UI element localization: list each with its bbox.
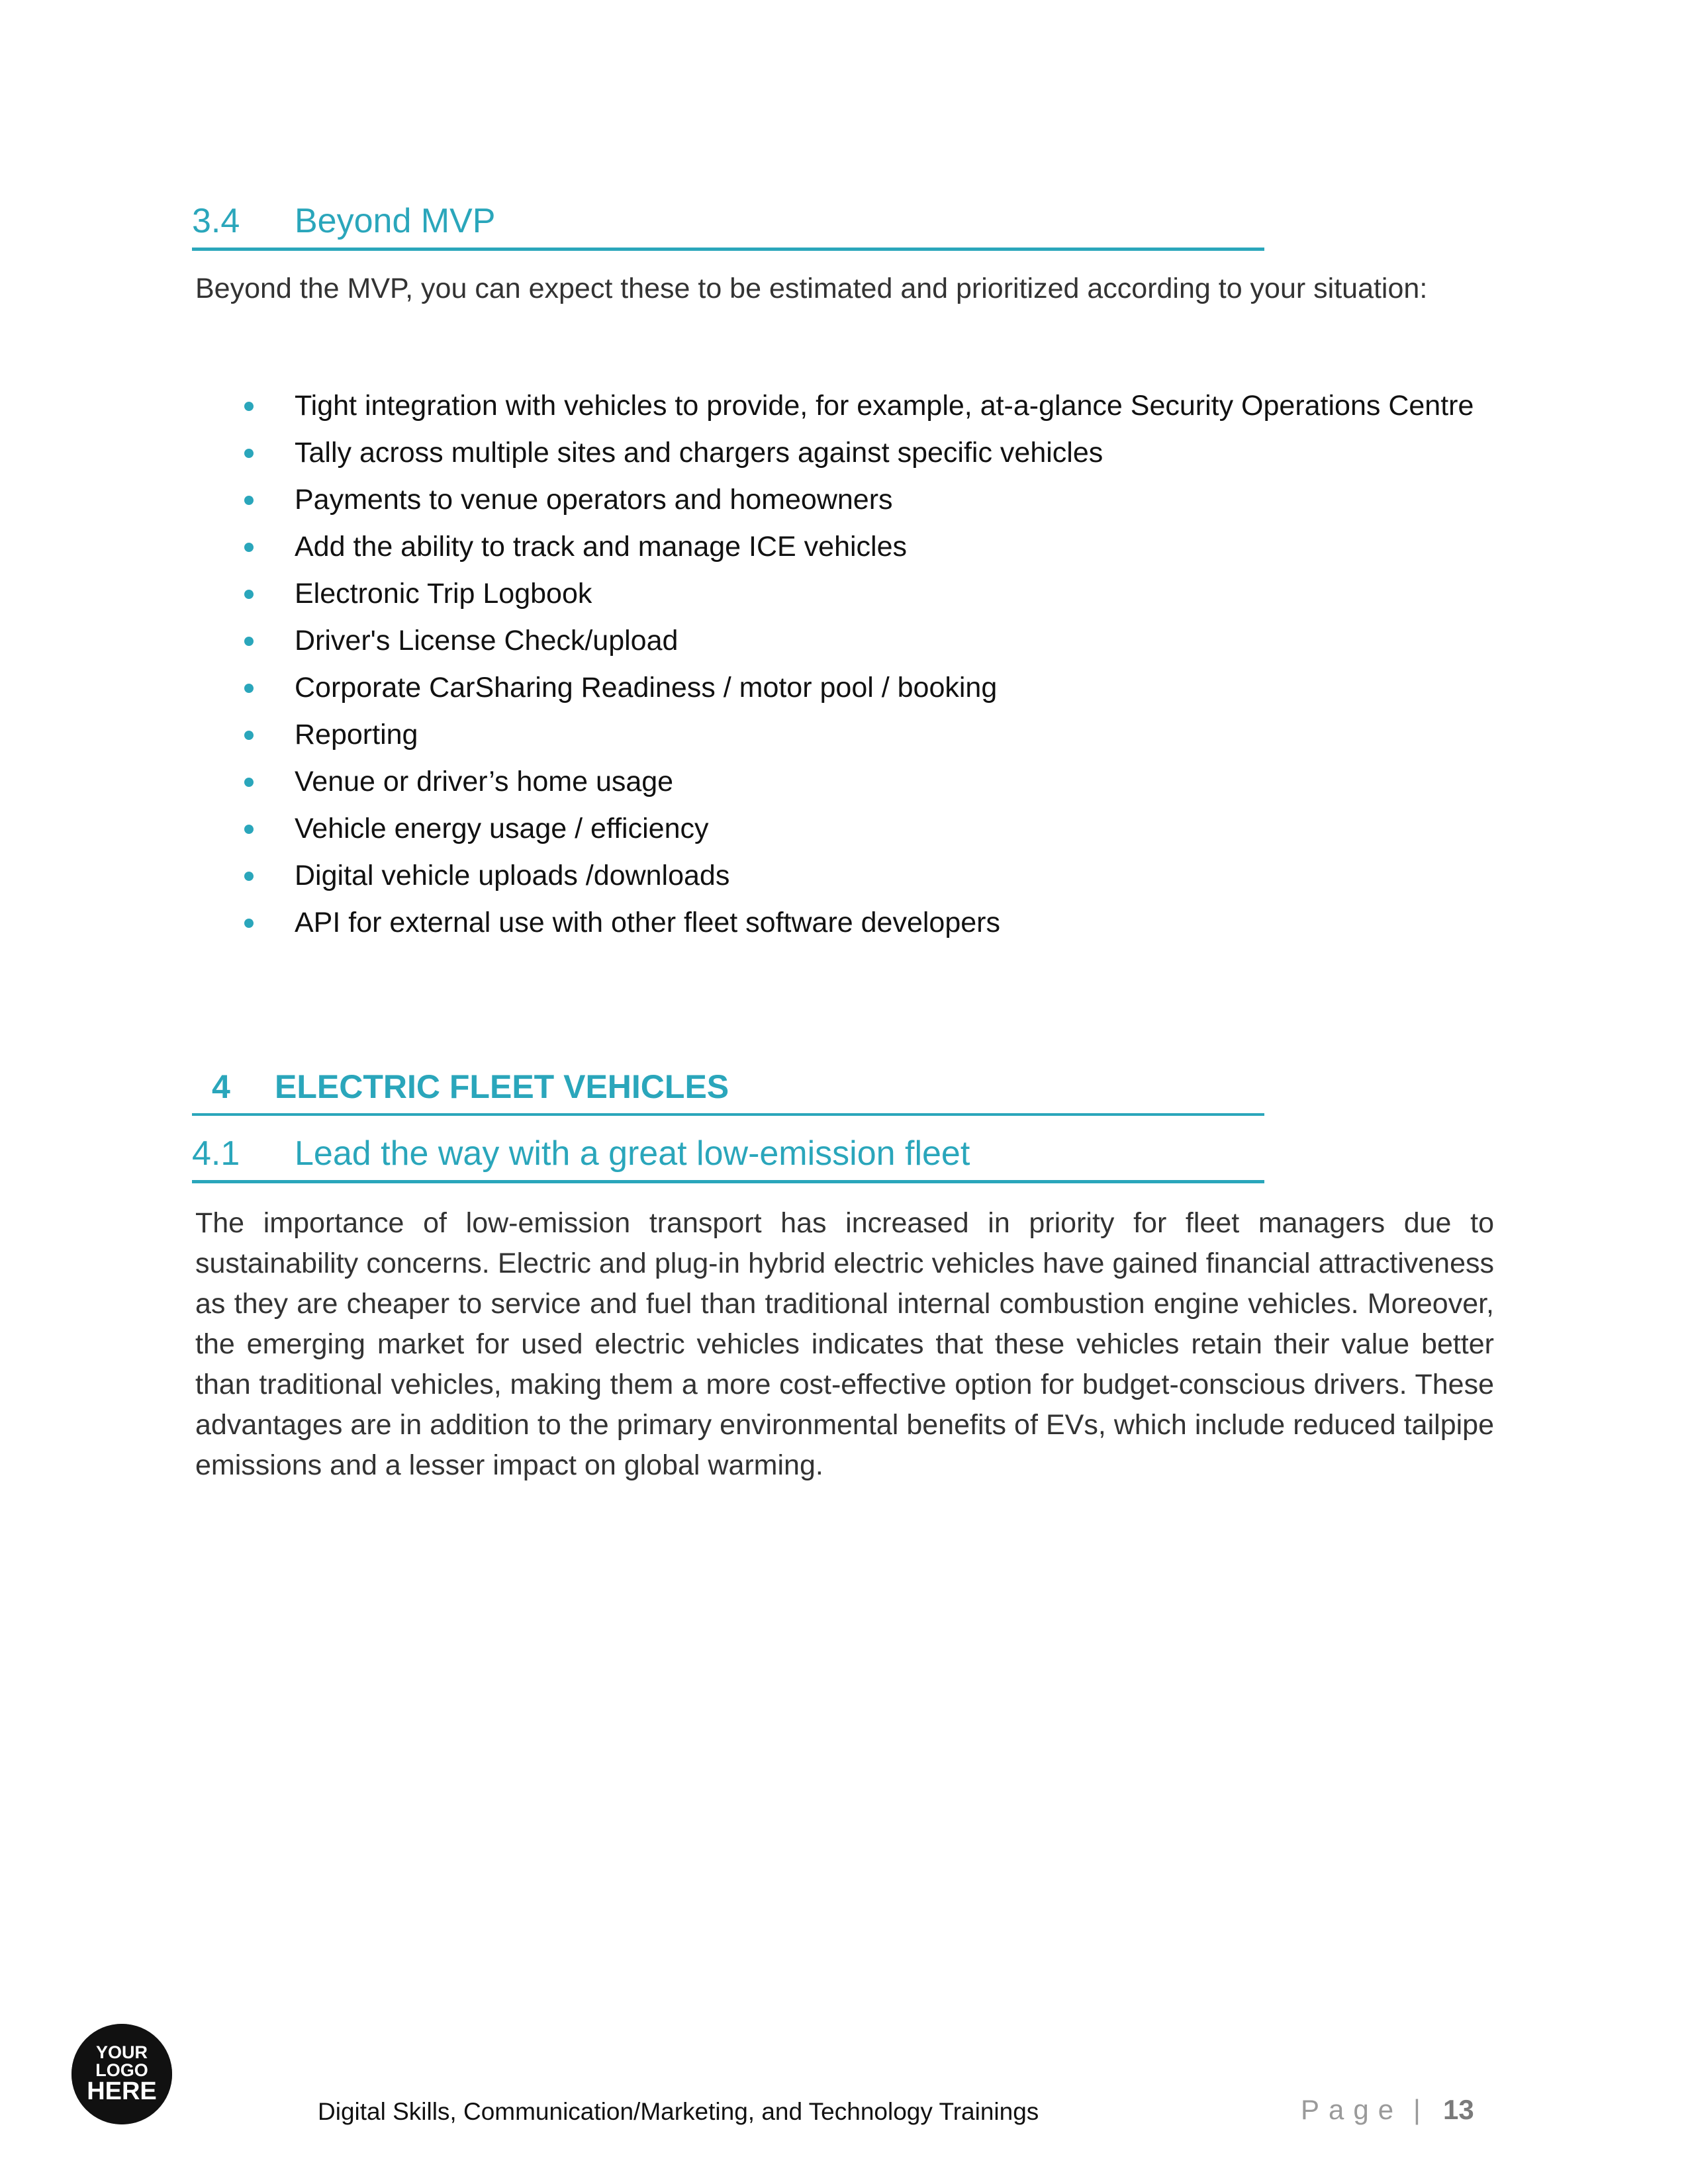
list-item — [195, 387, 1494, 425]
section-number: 4.1 — [192, 1134, 240, 1173]
logo-line-1: YOUR — [95, 2042, 148, 2062]
list-item-text: Tally across multiple sites and chargers against specific vehicles — [295, 437, 1103, 469]
section-heading-4-1 — [192, 1127, 1264, 1183]
bullet-icon — [244, 825, 254, 834]
page-label: Page — [1301, 2094, 1403, 2125]
bullet-icon — [244, 496, 254, 505]
section-title: Lead the way with a great low-emission fleet — [295, 1134, 970, 1173]
list-item — [195, 903, 1494, 942]
logo-line-3: HERE — [87, 2077, 157, 2105]
list-item-text: Tight integration with vehicles to provide, for example, at-a-glance Security Operations Centre — [295, 390, 1474, 422]
list-item-text: Driver's License Check/upload — [295, 625, 679, 657]
logo-mark — [71, 2024, 172, 2124]
section-number: 3.4 — [192, 202, 240, 240]
page-separator: | — [1413, 2094, 1421, 2125]
list-item-text: Vehicle energy usage / efficiency — [295, 813, 709, 844]
list-item-text: Add the ability to track and manage ICE vehicles — [295, 531, 908, 563]
bullet-icon — [244, 543, 254, 552]
body-paragraph: The importance of low-emission transport has increased in priority for fleet managers due to sustainability concerns. Electric and plug-in hybrid electric vehicles have gained financial attractiveness as they are cheaper to service and fuel than traditional internal combustion engine vehicles. Moreover, the emerging market for used electric vehicles indicates that these vehicles retain their value better than traditional vehicles, making them a more cost-effective option for budget-conscious drivers. These advantages are in addition to the primary environmental benefits of EVs, which include reduced tailpipe emissions and a lesser impact on global warming. — [195, 1207, 1494, 1481]
list-item — [195, 621, 1494, 660]
list-item — [195, 480, 1494, 519]
bullet-icon — [244, 402, 254, 411]
chapter-title: ELECTRIC FLEET VEHICLES — [275, 1068, 729, 1105]
list-item-text: API for external use with other fleet software developers — [295, 907, 1000, 938]
bullet-icon — [244, 872, 254, 881]
list-item-text: Payments to venue operators and homeowners — [295, 484, 893, 516]
list-item — [195, 809, 1494, 848]
list-item — [195, 433, 1494, 472]
feature-list — [195, 387, 1494, 950]
section-title: Beyond MVP — [295, 202, 496, 240]
bullet-icon — [244, 684, 254, 693]
list-item — [195, 574, 1494, 613]
chapter-number: 4 — [212, 1068, 230, 1105]
list-item — [195, 715, 1494, 754]
bullet-icon — [244, 919, 254, 928]
bullet-icon — [244, 778, 254, 787]
list-item-text: Digital vehicle uploads /downloads — [295, 860, 730, 891]
list-item — [195, 668, 1494, 707]
bullet-icon — [244, 637, 254, 646]
section-heading-3-4 — [192, 195, 1264, 251]
chapter-heading-4 — [192, 1060, 1264, 1116]
list-item — [195, 762, 1494, 801]
bullet-icon — [244, 449, 254, 458]
footer-text: Digital Skills, Communication/Marketing, and Technology Trainings — [318, 2098, 1039, 2125]
logo-line-2: LOGO — [95, 2060, 148, 2080]
bullet-icon — [244, 590, 254, 599]
list-item — [195, 527, 1494, 566]
list-item-text: Venue or driver’s home usage — [295, 766, 674, 797]
list-item-text: Reporting — [295, 719, 418, 751]
intro-paragraph: Beyond the MVP, you can expect these to be estimated and prioritized according to your situation: — [195, 273, 1428, 304]
list-item — [195, 856, 1494, 895]
list-item-text: Electronic Trip Logbook — [295, 578, 592, 610]
logo — [71, 2024, 172, 2124]
page-number: 13 — [1443, 2094, 1474, 2125]
bullet-icon — [244, 731, 254, 740]
list-item-text: Corporate CarSharing Readiness / motor pool / booking — [295, 672, 998, 704]
